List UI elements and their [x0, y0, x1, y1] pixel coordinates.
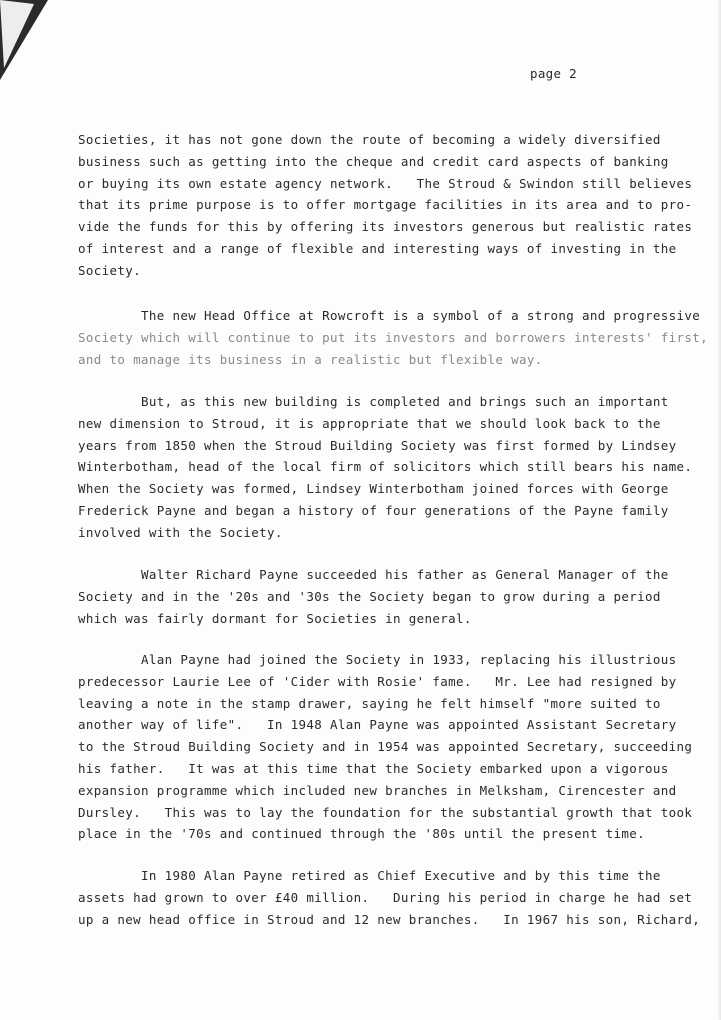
paragraph-6 [78, 865, 701, 930]
text-line: Dursley. This was to lay the foundation for the substantial growth that took [78, 804, 693, 820]
text-line: Societies, it has not gone down the route of becoming a widely diversified [78, 132, 661, 147]
text-line: new dimension to Stroud, it is appropriate that we should look back to the [78, 415, 661, 431]
text-line: of interest and a range of flexible and interesting ways of investing in the [78, 240, 677, 256]
text-line: When the Society was formed, Lindsey Winterbotham joined forces with George [78, 481, 669, 497]
text-line: Society and in the '20s and '30s the Society began to grow during a period [78, 588, 661, 604]
text-line: Walter Richard Payne succeeded his father as General Manager of the [78, 567, 669, 582]
text-line: vide the funds for this by offering its investors generous but realistic rates [78, 219, 693, 235]
paragraph-5 [78, 649, 693, 845]
text-line: Winterbotham, head of the local firm of solicitors which still bears his name. [78, 459, 693, 475]
text-line: which was fairly dormant for Societies in general. [78, 610, 472, 626]
text-line: predecessor Laurie Lee of 'Cider with Rosie' fame. Mr. Lee had resigned by [78, 673, 677, 689]
text-line: Frederick Payne and began a history of four generations of the Payne family [78, 502, 669, 518]
text-line: and to manage its business in a realistic but flexible way. [78, 351, 543, 367]
text-line: place in the '70s and continued through the '80s until the present time. [78, 826, 646, 842]
text-line: involved with the Society. [78, 524, 283, 540]
page-number: page 2 [530, 66, 577, 81]
text-line: that its prime purpose is to offer mortgage facilities in its area and to pro- [78, 197, 693, 213]
text-line: years from 1850 when the Stroud Building Society was first formed by Lindsey [78, 437, 677, 453]
text-line: assets had grown to over £40 million. During his period in charge he had set [78, 889, 693, 905]
text-line: to the Stroud Building Society and in 1954 was appointed Secretary, succeeding [78, 739, 693, 755]
text-line: up a new head office in Stroud and 12 new branches. In 1967 his son, Richard, [78, 911, 701, 927]
text-line: his father. It was at this time that the Society embarked upon a vigorous [78, 760, 669, 776]
page-edge [717, 0, 721, 1020]
text-line: business such as getting into the cheque and credit card aspects of banking [78, 153, 669, 169]
paragraph-1 [78, 129, 693, 282]
text-line: Alan Payne had joined the Society in 1933, replacing his illustrious [78, 652, 677, 667]
text-line: Society which will continue to put its investors and borrowers interests' first, [78, 329, 709, 345]
paragraph-3 [78, 391, 693, 544]
text-line: another way of life". In 1948 Alan Payne was appointed Assistant Secretary [78, 717, 677, 733]
paragraph-4 [78, 564, 678, 629]
text-line: Society. [78, 262, 142, 278]
text-line: The new Head Office at Rowcroft is a symbol of a strong and progressive [78, 308, 701, 323]
text-line: But, as this new building is completed and brings such an important [78, 394, 669, 409]
text-line: expansion programme which included new branches in Melksham, Cirencester and [78, 782, 677, 798]
text-line: leaving a note in the stamp drawer, saying he felt himself "more suited to [78, 695, 661, 711]
text-line: In 1980 Alan Payne retired as Chief Executive and by this time the [78, 868, 661, 883]
text-line: or buying its own estate agency network. The Stroud & Swindon still believes [78, 175, 693, 191]
folded-corner-icon [0, 0, 48, 80]
paragraph-2 [78, 305, 709, 370]
